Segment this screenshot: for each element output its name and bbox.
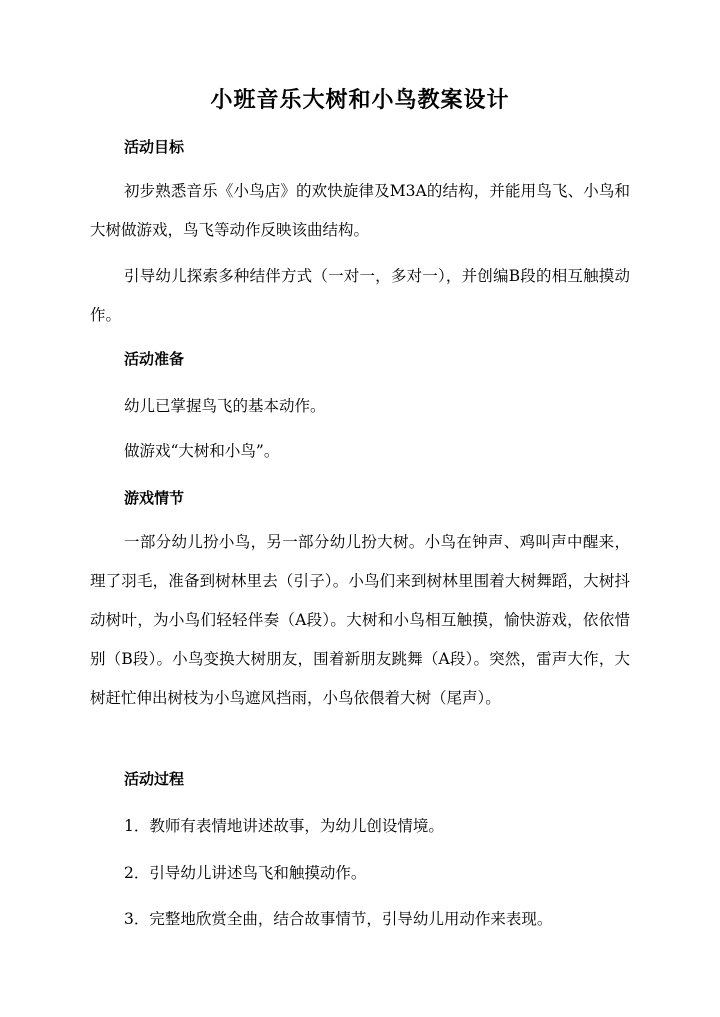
heading-activity-goal: 活动目标 (124, 138, 185, 156)
prep-line-1: 幼儿已掌握鸟飞的基本动作。 (124, 397, 326, 415)
heading-activity-prep: 活动准备 (124, 350, 185, 368)
goal-paragraph-2: 引导幼儿探索多种结伴方式（一对一，多对一），并创编B段的相互触摸动作。 (90, 267, 630, 324)
heading-game-plot: 游戏情节 (124, 489, 185, 507)
process-step-3: 3．完整地欣赏全曲，结合故事情节，引导幼儿用动作来表现。 (124, 910, 553, 928)
plot-paragraph: 一部分幼儿扮小鸟，另一部分幼儿扮大树。小鸟在钟声、鸡叫声中醒来，理了羽毛，准备到树林里去（引子）。小鸟们来到树林里围着大树舞蹈，大树抖动树叶，为小鸟们轻轻伴奏（A段）。大树和小鸟相互触摸，愉快游戏，依依惜别（B段）。小鸟变换大树朋友，围着新朋友跳舞（A段）。突然，雷声大作，大树赶忙伸出树枝为小鸟遮风挡雨，小鸟依偎着大树（尾声）。 (90, 533, 630, 707)
document-title: 小班音乐大树和小鸟教案设计 (210, 88, 510, 113)
heading-activity-process: 活动过程 (124, 770, 185, 788)
process-step-2: 2．引导幼儿讲述鸟飞和触摸动作。 (124, 864, 367, 882)
process-step-1: 1．教师有表情地讲述故事，为幼儿创设情境。 (124, 817, 444, 835)
goal-paragraph-1: 初步熟悉音乐《小鸟店》的欢快旋律及M3A的结构，并能用鸟飞、小鸟和大树做游戏，鸟飞等动作反映该曲结构。 (90, 182, 630, 239)
prep-line-2: 做游戏“大树和小鸟”。 (124, 442, 280, 460)
